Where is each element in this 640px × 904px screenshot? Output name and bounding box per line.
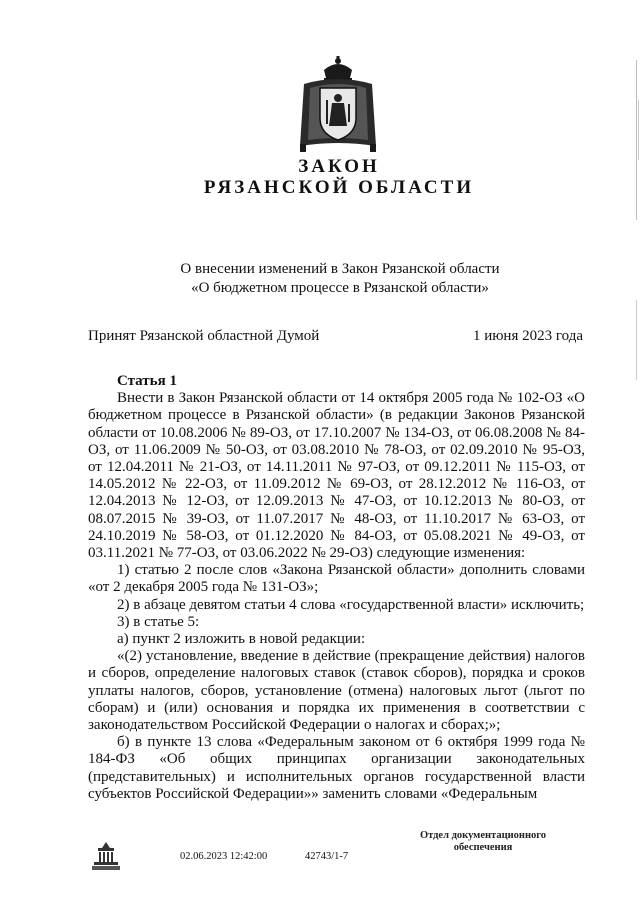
footer-registration-number: 42743/1-7: [305, 851, 349, 862]
law-subject: [160, 260, 520, 298]
amendment-item-3a-text: «(2) установление, введение в действие (прекращение действия) налогов и сборов, определение налоговых ставок (ставок сборов), порядка и сроков уплаты налогов, сборов, установление (отмена) налоговых льгот (льгот по сборам) и (или) основания и порядка их применения в соответствии с законодательством Российской Федерации о налогах и сборах;»;: [88, 648, 585, 734]
amendment-item-3a: а) пункт 2 изложить в новой редакции:: [117, 631, 366, 648]
coat-of-arms-emblem: [290, 56, 386, 156]
article-heading: Статья 1: [117, 373, 177, 389]
stamp-line-1: Отдел документационного: [419, 830, 547, 841]
scan-edge-marks: [628, 0, 640, 904]
amendment-item-2: 2) в абзаце девятом статьи 4 слова «государственной власти» исключить;: [117, 596, 585, 613]
department-stamp: [388, 830, 578, 854]
footer-datetime: 02.06.2023 12:42:00: [180, 851, 268, 862]
law-body: [88, 373, 585, 803]
article-intro: Внести в Закон Рязанской области от 14 октября 2005 года № 102-ОЗ «О бюджетном процессе в Рязанской области» (в редакции Законов Рязанской области от 10.08.2006 № 89-ОЗ, от 17.10.2007 № 134-ОЗ, от 06.08.2008 № 84-ОЗ, от 11.06.2009 № 50-ОЗ, от 03.08.2010 № 78-ОЗ, от 02.09.2010 № 95-ОЗ, от 12.04.2011 № 21-ОЗ, от 14.11.2011 № 97-ОЗ, от 09.12.2011 № 115-ОЗ, от 14.05.2012 № 22-ОЗ, от 11.09.2012 № 69-ОЗ, от 28.12.2012 № 116-ОЗ, от 12.04.2013 № 12-ОЗ, от 12.09.2013 № 47-ОЗ, от 10.12.2013 № 80-ОЗ, от 08.07.2015 № 39-ОЗ, от 11.07.2017 № 48-ОЗ, от 11.10.2017 № 63-ОЗ, от 24.10.2019 № 58-ОЗ, от 01.12.2020 № 84-ОЗ, от 05.08.2021 № 49-ОЗ, от 03.11.2021 № 77-ОЗ, от 03.06.2022 № 29-ОЗ) следующие изменения:: [88, 390, 585, 562]
stamp-line-2: обеспечения: [453, 842, 513, 853]
law-region-title: РЯЗАНСКОЙ ОБЛАСТИ: [203, 177, 475, 198]
subject-line-2: «О бюджетном процессе в Рязанской области»: [191, 280, 489, 296]
law-title: ЗАКОН: [298, 156, 380, 177]
amendment-item-3b: б) в пункте 13 слова «Федеральным законом от 6 октября 1999 года № 184-ФЗ «Об общих принципах организации законодательных (представительных) и исполнительных органов государственной власти субъектов Российской Федерации»» заменить словами «Федеральным: [88, 734, 585, 802]
amendment-item-1: 1) статью 2 после слов «Закона Рязанской области» дополнить словами «от 2 декабря 2005 года № 131-ОЗ»;: [88, 562, 585, 596]
subject-line-1: О внесении изменений в Закон Рязанской области: [180, 261, 500, 277]
adopted-date: 1 июня 2023 года: [472, 328, 583, 344]
duma-building-icon: [88, 840, 124, 872]
amendment-item-3: 3) в статье 5:: [117, 613, 200, 630]
adopted-by: Принят Рязанской областной Думой: [88, 328, 320, 344]
